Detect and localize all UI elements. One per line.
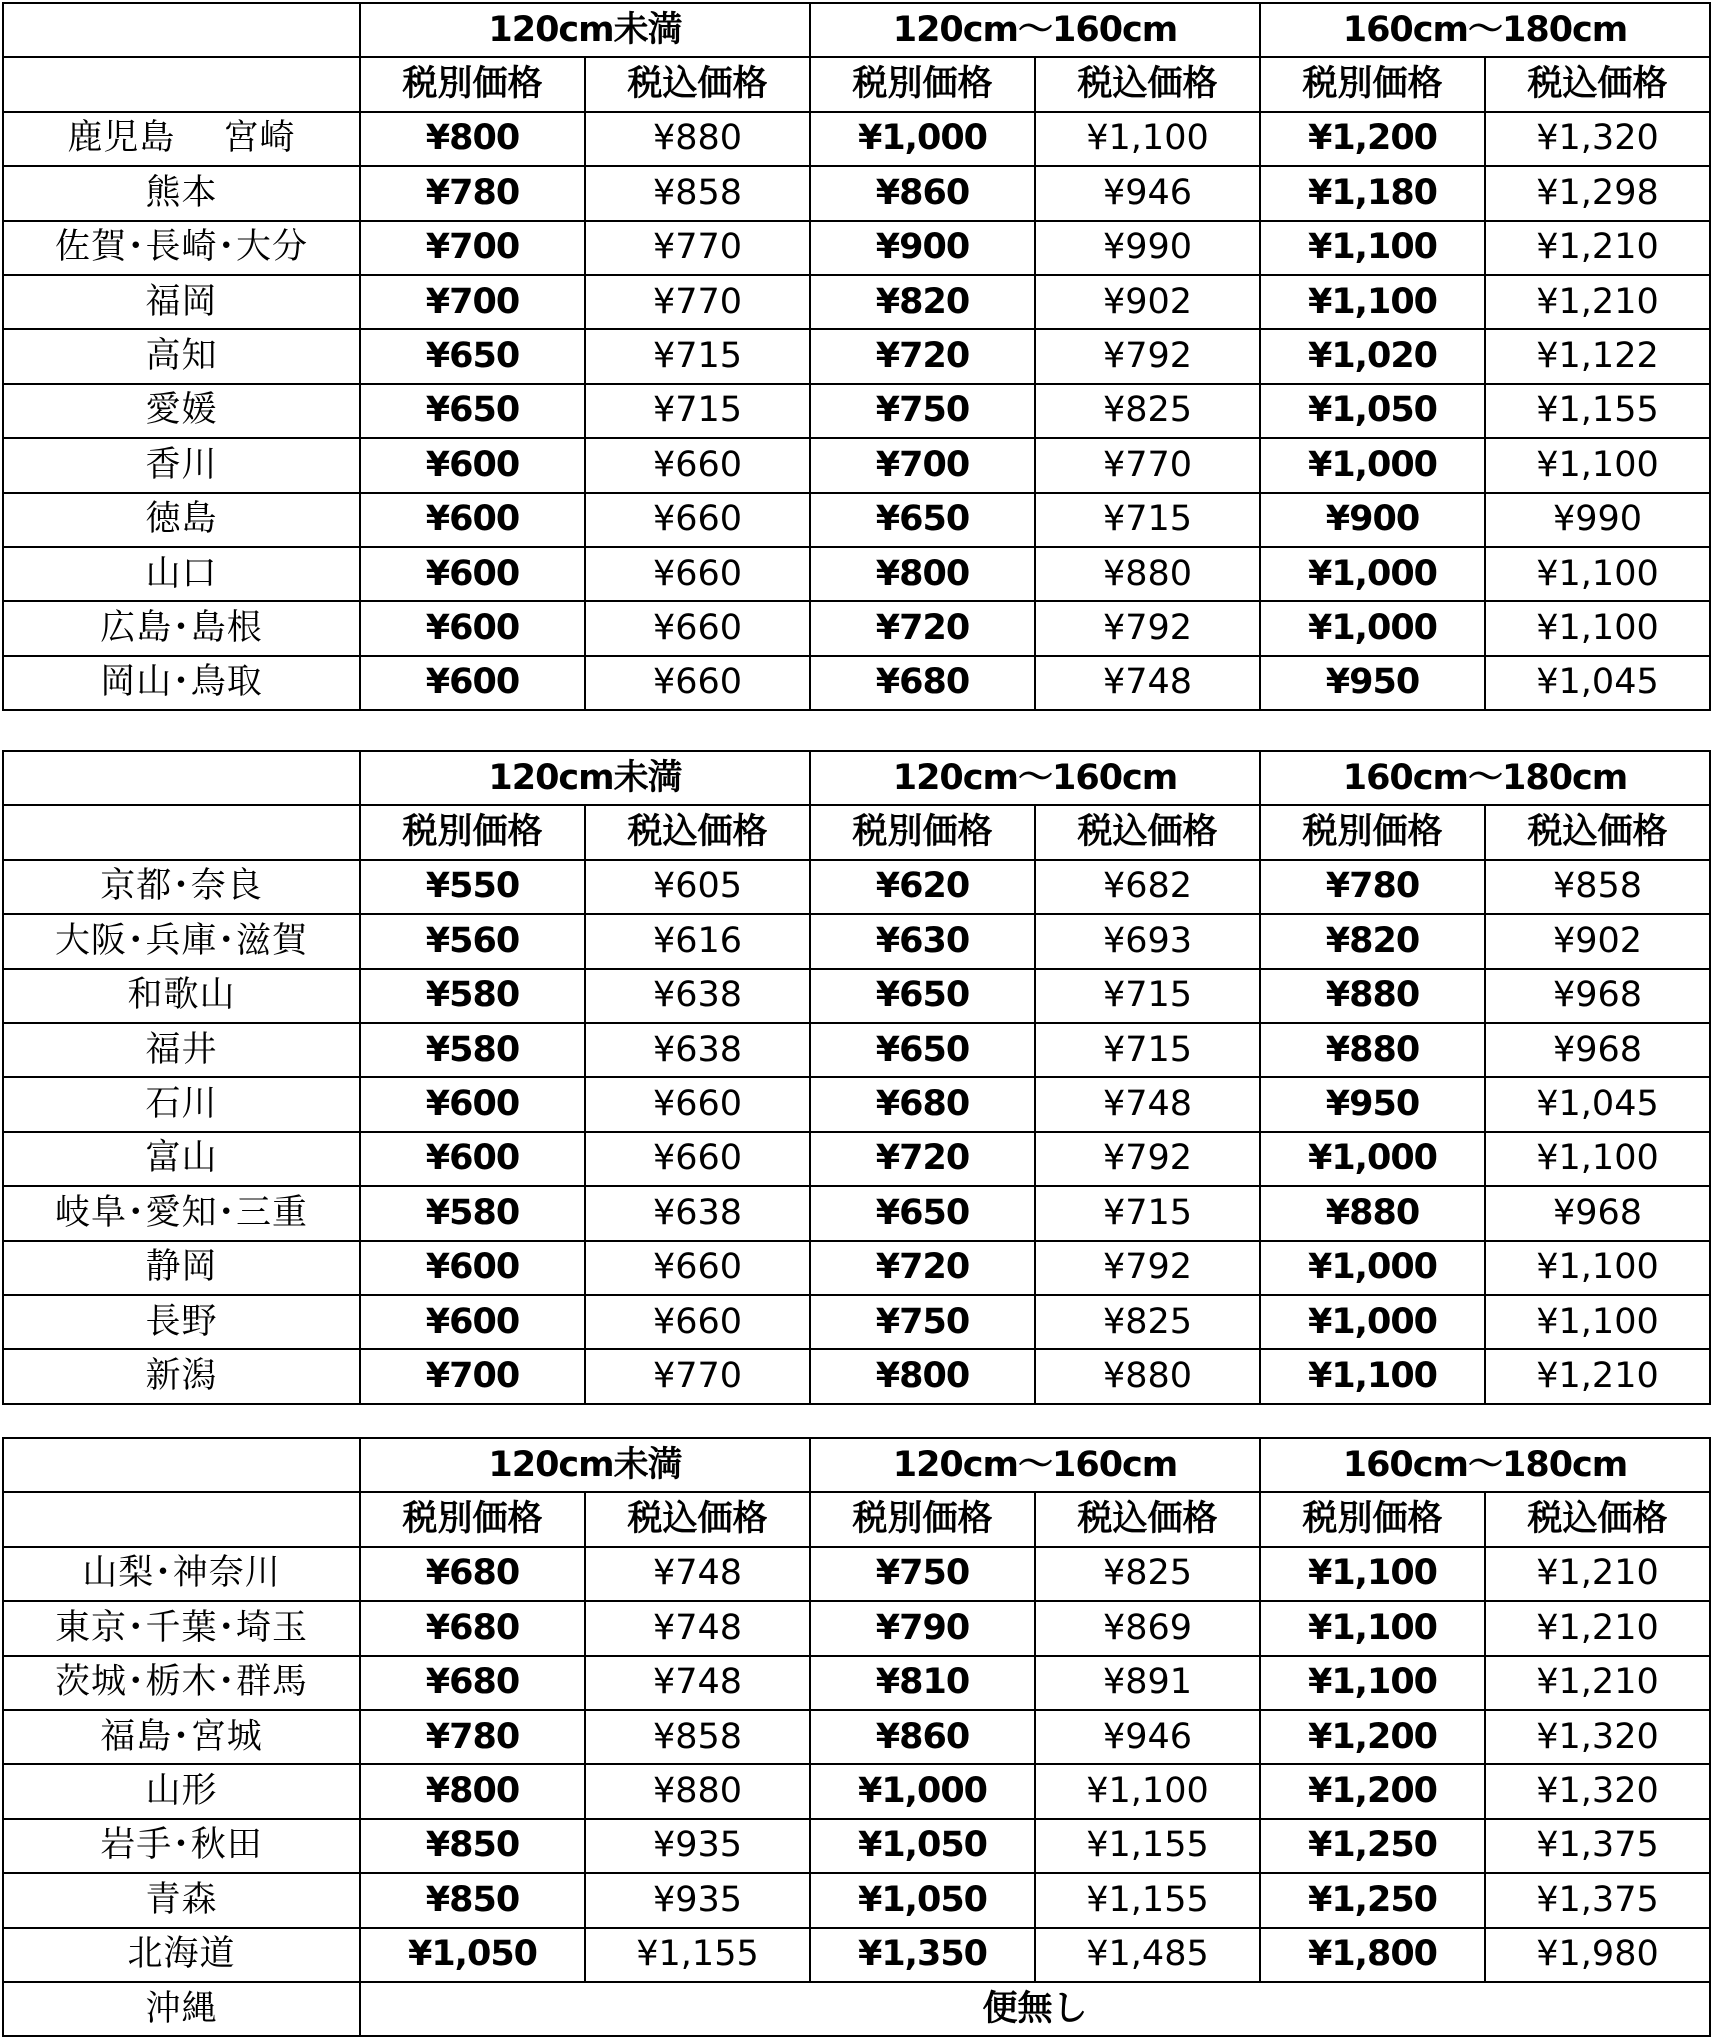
region-name: 京都･奈良 [3, 860, 360, 914]
price-excl-tax: ¥860 [810, 166, 1035, 220]
price-incl-tax: ¥880 [1035, 1349, 1260, 1403]
price-excl-tax: ¥1,000 [1260, 1132, 1485, 1186]
table-row [3, 275, 1710, 329]
price-excl-tax: ¥780 [360, 166, 585, 220]
price-label-incl-tax: 税込価格 [585, 1492, 810, 1546]
price-excl-tax: ¥600 [360, 1077, 585, 1131]
region-name: 茨城･栃木･群馬 [3, 1656, 360, 1710]
price-excl-tax: ¥700 [360, 275, 585, 329]
price-excl-tax: ¥1,100 [1260, 1547, 1485, 1601]
price-excl-tax: ¥700 [810, 438, 1035, 492]
price-excl-tax: ¥900 [810, 221, 1035, 275]
price-label-incl-tax: 税込価格 [1035, 57, 1260, 111]
price-incl-tax: ¥715 [1035, 1023, 1260, 1077]
region-name: 山形 [3, 1764, 360, 1818]
price-excl-tax: ¥1,100 [1260, 275, 1485, 329]
price-incl-tax: ¥1,485 [1035, 1928, 1260, 1982]
size-header-row [3, 751, 1710, 805]
price-incl-tax: ¥869 [1035, 1601, 1260, 1655]
price-incl-tax: ¥660 [585, 493, 810, 547]
size-header: 160cm〜180cm [1260, 3, 1710, 57]
price-excl-tax: ¥680 [810, 656, 1035, 710]
table-row [3, 1928, 1710, 1982]
price-excl-tax: ¥600 [360, 601, 585, 655]
price-incl-tax: ¥748 [1035, 656, 1260, 710]
price-incl-tax: ¥1,155 [1035, 1819, 1260, 1873]
price-incl-tax: ¥715 [1035, 1186, 1260, 1240]
table-row [3, 1764, 1710, 1818]
price-incl-tax: ¥1,100 [1035, 1764, 1260, 1818]
price-excl-tax: ¥600 [360, 438, 585, 492]
size-header: 120cm未満 [360, 751, 810, 805]
price-incl-tax: ¥946 [1035, 1710, 1260, 1764]
corner-cell [3, 805, 360, 859]
region-name: 鹿児島 宮崎 [3, 112, 360, 166]
price-incl-tax: ¥825 [1035, 384, 1260, 438]
price-excl-tax: ¥700 [360, 1349, 585, 1403]
table-row [3, 1186, 1710, 1240]
size-header: 120cm〜160cm [810, 1438, 1260, 1492]
price-label-excl-tax: 税別価格 [360, 805, 585, 859]
price-label-incl-tax: 税込価格 [1485, 1492, 1710, 1546]
price-excl-tax: ¥1,000 [1260, 1241, 1485, 1295]
price-label-row [3, 57, 1710, 111]
price-excl-tax: ¥1,050 [810, 1819, 1035, 1873]
price-excl-tax: ¥650 [810, 1186, 1035, 1240]
size-header: 120cm〜160cm [810, 3, 1260, 57]
price-excl-tax: ¥600 [360, 1132, 585, 1186]
region-name: 高知 [3, 329, 360, 383]
price-excl-tax: ¥650 [360, 329, 585, 383]
price-incl-tax: ¥902 [1035, 275, 1260, 329]
price-incl-tax: ¥935 [585, 1873, 810, 1927]
price-incl-tax: ¥715 [585, 384, 810, 438]
table-row [3, 656, 1710, 710]
price-excl-tax: ¥1,200 [1260, 1764, 1485, 1818]
price-incl-tax: ¥660 [585, 1132, 810, 1186]
price-excl-tax: ¥580 [360, 969, 585, 1023]
price-label-excl-tax: 税別価格 [810, 805, 1035, 859]
table-row [3, 1710, 1710, 1764]
price-incl-tax: ¥1,375 [1485, 1819, 1710, 1873]
price-excl-tax: ¥650 [360, 384, 585, 438]
price-incl-tax: ¥682 [1035, 860, 1260, 914]
price-excl-tax: ¥1,250 [1260, 1873, 1485, 1927]
price-incl-tax: ¥748 [585, 1656, 810, 1710]
price-excl-tax: ¥680 [360, 1656, 585, 1710]
table-row [3, 1819, 1710, 1873]
table-row [3, 384, 1710, 438]
price-incl-tax: ¥858 [585, 166, 810, 220]
price-excl-tax: ¥820 [810, 275, 1035, 329]
region-name: 福島･宮城 [3, 1710, 360, 1764]
region-name: 長野 [3, 1295, 360, 1349]
price-incl-tax: ¥880 [585, 112, 810, 166]
price-label-excl-tax: 税別価格 [1260, 1492, 1485, 1546]
price-incl-tax: ¥825 [1035, 1547, 1260, 1601]
region-name: 北海道 [3, 1928, 360, 1982]
price-excl-tax: ¥680 [360, 1601, 585, 1655]
table-row [3, 969, 1710, 1023]
size-header: 120cm未満 [360, 3, 810, 57]
price-incl-tax: ¥968 [1485, 969, 1710, 1023]
price-label-row [3, 805, 1710, 859]
price-excl-tax: ¥950 [1260, 1077, 1485, 1131]
price-excl-tax: ¥1,000 [1260, 438, 1485, 492]
price-excl-tax: ¥720 [810, 1241, 1035, 1295]
price-incl-tax: ¥715 [1035, 969, 1260, 1023]
price-label-incl-tax: 税込価格 [585, 805, 810, 859]
price-excl-tax: ¥1,000 [810, 1764, 1035, 1818]
price-excl-tax: ¥600 [360, 493, 585, 547]
region-name: 岐阜･愛知･三重 [3, 1186, 360, 1240]
price-incl-tax: ¥638 [585, 1023, 810, 1077]
corner-cell [3, 57, 360, 111]
corner-cell [3, 751, 360, 805]
region-name: 青森 [3, 1873, 360, 1927]
price-excl-tax: ¥1,800 [1260, 1928, 1485, 1982]
price-incl-tax: ¥1,980 [1485, 1928, 1710, 1982]
price-incl-tax: ¥605 [585, 860, 810, 914]
table-row [3, 1023, 1710, 1077]
price-excl-tax: ¥900 [1260, 493, 1485, 547]
price-excl-tax: ¥820 [1260, 914, 1485, 968]
corner-cell [3, 1492, 360, 1546]
region-name: 福岡 [3, 275, 360, 329]
price-incl-tax: ¥902 [1485, 914, 1710, 968]
price-label-incl-tax: 税込価格 [1485, 805, 1710, 859]
table-row [3, 493, 1710, 547]
price-incl-tax: ¥968 [1485, 1186, 1710, 1240]
price-incl-tax: ¥858 [1485, 860, 1710, 914]
price-incl-tax: ¥990 [1485, 493, 1710, 547]
size-header-row [3, 3, 1710, 57]
price-incl-tax: ¥660 [585, 1241, 810, 1295]
price-incl-tax: ¥1,100 [1485, 547, 1710, 601]
price-incl-tax: ¥660 [585, 656, 810, 710]
price-excl-tax: ¥650 [810, 493, 1035, 547]
price-incl-tax: ¥1,100 [1485, 1241, 1710, 1295]
price-excl-tax: ¥1,000 [810, 112, 1035, 166]
table-row-unavailable [3, 1982, 1710, 2036]
price-excl-tax: ¥680 [360, 1547, 585, 1601]
price-incl-tax: ¥715 [1035, 493, 1260, 547]
price-excl-tax: ¥1,000 [1260, 1295, 1485, 1349]
price-incl-tax: ¥968 [1485, 1023, 1710, 1077]
table-row [3, 1077, 1710, 1131]
price-incl-tax: ¥1,155 [585, 1928, 810, 1982]
price-excl-tax: ¥800 [810, 547, 1035, 601]
price-label-incl-tax: 税込価格 [585, 57, 810, 111]
table-row [3, 1547, 1710, 1601]
region-name: 山口 [3, 547, 360, 601]
price-incl-tax: ¥770 [1035, 438, 1260, 492]
region-name: 新潟 [3, 1349, 360, 1403]
size-header: 160cm〜180cm [1260, 1438, 1710, 1492]
price-label-row [3, 1492, 1710, 1546]
price-excl-tax: ¥800 [360, 1764, 585, 1818]
price-incl-tax: ¥1,045 [1485, 656, 1710, 710]
rate-table-kyushu-shikoku-chugoku [2, 2, 1711, 711]
price-excl-tax: ¥1,200 [1260, 1710, 1485, 1764]
price-excl-tax: ¥650 [810, 969, 1035, 1023]
price-label-excl-tax: 税別価格 [360, 1492, 585, 1546]
region-name: 熊本 [3, 166, 360, 220]
price-excl-tax: ¥580 [360, 1023, 585, 1077]
table-row [3, 329, 1710, 383]
price-incl-tax: ¥946 [1035, 166, 1260, 220]
price-label-excl-tax: 税別価格 [810, 57, 1035, 111]
table-row [3, 601, 1710, 655]
price-excl-tax: ¥600 [360, 1295, 585, 1349]
price-incl-tax: ¥715 [585, 329, 810, 383]
price-excl-tax: ¥600 [360, 656, 585, 710]
price-excl-tax: ¥720 [810, 329, 1035, 383]
price-excl-tax: ¥790 [810, 1601, 1035, 1655]
table-row [3, 166, 1710, 220]
price-incl-tax: ¥1,320 [1485, 1764, 1710, 1818]
price-excl-tax: ¥560 [360, 914, 585, 968]
price-excl-tax: ¥1,050 [810, 1873, 1035, 1927]
price-incl-tax: ¥1,210 [1485, 1349, 1710, 1403]
price-incl-tax: ¥748 [1035, 1077, 1260, 1131]
price-excl-tax: ¥1,100 [1260, 221, 1485, 275]
table-row [3, 1601, 1710, 1655]
size-header-row [3, 1438, 1710, 1492]
price-label-incl-tax: 税込価格 [1035, 1492, 1260, 1546]
price-excl-tax: ¥600 [360, 547, 585, 601]
price-incl-tax: ¥660 [585, 547, 810, 601]
region-name: 愛媛 [3, 384, 360, 438]
price-incl-tax: ¥616 [585, 914, 810, 968]
price-label-incl-tax: 税込価格 [1035, 805, 1260, 859]
region-name: 徳島 [3, 493, 360, 547]
price-excl-tax: ¥650 [810, 1023, 1035, 1077]
no-service-note: 便無し [360, 1982, 1710, 2036]
price-incl-tax: ¥891 [1035, 1656, 1260, 1710]
price-incl-tax: ¥1,100 [1485, 438, 1710, 492]
price-incl-tax: ¥660 [585, 1077, 810, 1131]
price-excl-tax: ¥680 [810, 1077, 1035, 1131]
price-incl-tax: ¥660 [585, 1295, 810, 1349]
price-excl-tax: ¥600 [360, 1241, 585, 1295]
price-excl-tax: ¥1,000 [1260, 601, 1485, 655]
price-incl-tax: ¥880 [585, 1764, 810, 1818]
price-incl-tax: ¥1,045 [1485, 1077, 1710, 1131]
table-row [3, 547, 1710, 601]
price-incl-tax: ¥1,375 [1485, 1873, 1710, 1927]
price-incl-tax: ¥1,100 [1485, 1295, 1710, 1349]
price-excl-tax: ¥630 [810, 914, 1035, 968]
table-row [3, 1873, 1710, 1927]
price-excl-tax: ¥1,350 [810, 1928, 1035, 1982]
price-incl-tax: ¥748 [585, 1601, 810, 1655]
price-excl-tax: ¥880 [1260, 1023, 1485, 1077]
price-excl-tax: ¥700 [360, 221, 585, 275]
price-incl-tax: ¥1,100 [1035, 112, 1260, 166]
price-incl-tax: ¥638 [585, 1186, 810, 1240]
table-row [3, 112, 1710, 166]
table-row [3, 914, 1710, 968]
price-incl-tax: ¥792 [1035, 329, 1260, 383]
price-incl-tax: ¥660 [585, 438, 810, 492]
price-incl-tax: ¥1,320 [1485, 1710, 1710, 1764]
table-row [3, 1656, 1710, 1710]
price-excl-tax: ¥1,100 [1260, 1349, 1485, 1403]
region-name: 大阪･兵庫･滋賀 [3, 914, 360, 968]
table-row [3, 1132, 1710, 1186]
region-name: 和歌山 [3, 969, 360, 1023]
region-name: 香川 [3, 438, 360, 492]
price-incl-tax: ¥792 [1035, 601, 1260, 655]
price-excl-tax: ¥780 [360, 1710, 585, 1764]
price-excl-tax: ¥750 [810, 384, 1035, 438]
table-row [3, 1241, 1710, 1295]
price-incl-tax: ¥693 [1035, 914, 1260, 968]
price-incl-tax: ¥935 [585, 1819, 810, 1873]
price-excl-tax: ¥1,100 [1260, 1656, 1485, 1710]
price-label-excl-tax: 税別価格 [360, 57, 585, 111]
price-excl-tax: ¥550 [360, 860, 585, 914]
price-incl-tax: ¥1,100 [1485, 1132, 1710, 1186]
region-name: 山梨･神奈川 [3, 1547, 360, 1601]
price-excl-tax: ¥1,100 [1260, 1601, 1485, 1655]
price-excl-tax: ¥1,200 [1260, 112, 1485, 166]
price-excl-tax: ¥1,050 [360, 1928, 585, 1982]
price-excl-tax: ¥1,020 [1260, 329, 1485, 383]
price-incl-tax: ¥1,210 [1485, 275, 1710, 329]
table-row [3, 1295, 1710, 1349]
table-row [3, 221, 1710, 275]
price-incl-tax: ¥770 [585, 275, 810, 329]
price-excl-tax: ¥720 [810, 601, 1035, 655]
price-excl-tax: ¥1,250 [1260, 1819, 1485, 1873]
price-incl-tax: ¥1,320 [1485, 112, 1710, 166]
price-incl-tax: ¥792 [1035, 1132, 1260, 1186]
region-name: 広島･島根 [3, 601, 360, 655]
price-excl-tax: ¥750 [810, 1547, 1035, 1601]
price-incl-tax: ¥1,210 [1485, 1656, 1710, 1710]
size-header: 160cm〜180cm [1260, 751, 1710, 805]
price-excl-tax: ¥720 [810, 1132, 1035, 1186]
price-excl-tax: ¥850 [360, 1873, 585, 1927]
price-excl-tax: ¥850 [360, 1819, 585, 1873]
region-name: 福井 [3, 1023, 360, 1077]
rate-table-kanto-tohoku-hokkaido [2, 1437, 1711, 2037]
rate-table-kinki-chubu [2, 750, 1711, 1405]
region-name: 沖縄 [3, 1982, 360, 2036]
price-incl-tax: ¥638 [585, 969, 810, 1023]
region-name: 静岡 [3, 1241, 360, 1295]
price-incl-tax: ¥660 [585, 601, 810, 655]
table-row [3, 1349, 1710, 1403]
price-excl-tax: ¥800 [810, 1349, 1035, 1403]
price-label-incl-tax: 税込価格 [1485, 57, 1710, 111]
price-incl-tax: ¥1,155 [1485, 384, 1710, 438]
price-excl-tax: ¥860 [810, 1710, 1035, 1764]
region-name: 岡山･鳥取 [3, 656, 360, 710]
price-excl-tax: ¥620 [810, 860, 1035, 914]
price-excl-tax: ¥1,050 [1260, 384, 1485, 438]
price-incl-tax: ¥1,298 [1485, 166, 1710, 220]
price-excl-tax: ¥800 [360, 112, 585, 166]
size-header: 120cm未満 [360, 1438, 810, 1492]
price-excl-tax: ¥1,180 [1260, 166, 1485, 220]
corner-cell [3, 3, 360, 57]
price-excl-tax: ¥880 [1260, 969, 1485, 1023]
price-incl-tax: ¥990 [1035, 221, 1260, 275]
price-excl-tax: ¥580 [360, 1186, 585, 1240]
price-incl-tax: ¥748 [585, 1547, 810, 1601]
price-excl-tax: ¥780 [1260, 860, 1485, 914]
price-excl-tax: ¥950 [1260, 656, 1485, 710]
price-incl-tax: ¥1,155 [1035, 1873, 1260, 1927]
price-label-excl-tax: 税別価格 [1260, 805, 1485, 859]
price-excl-tax: ¥1,000 [1260, 547, 1485, 601]
price-incl-tax: ¥770 [585, 1349, 810, 1403]
price-incl-tax: ¥858 [585, 1710, 810, 1764]
price-incl-tax: ¥825 [1035, 1295, 1260, 1349]
size-header: 120cm〜160cm [810, 751, 1260, 805]
region-name: 石川 [3, 1077, 360, 1131]
price-excl-tax: ¥880 [1260, 1186, 1485, 1240]
price-incl-tax: ¥1,210 [1485, 1601, 1710, 1655]
price-excl-tax: ¥810 [810, 1656, 1035, 1710]
price-label-excl-tax: 税別価格 [1260, 57, 1485, 111]
corner-cell [3, 1438, 360, 1492]
price-incl-tax: ¥770 [585, 221, 810, 275]
price-incl-tax: ¥792 [1035, 1241, 1260, 1295]
price-label-excl-tax: 税別価格 [810, 1492, 1035, 1546]
region-name: 佐賀･長崎･大分 [3, 221, 360, 275]
table-row [3, 860, 1710, 914]
price-incl-tax: ¥1,100 [1485, 601, 1710, 655]
price-incl-tax: ¥880 [1035, 547, 1260, 601]
region-name: 富山 [3, 1132, 360, 1186]
price-incl-tax: ¥1,210 [1485, 221, 1710, 275]
region-name: 岩手･秋田 [3, 1819, 360, 1873]
region-name: 東京･千葉･埼玉 [3, 1601, 360, 1655]
price-incl-tax: ¥1,210 [1485, 1547, 1710, 1601]
price-excl-tax: ¥750 [810, 1295, 1035, 1349]
table-row [3, 438, 1710, 492]
price-incl-tax: ¥1,122 [1485, 329, 1710, 383]
